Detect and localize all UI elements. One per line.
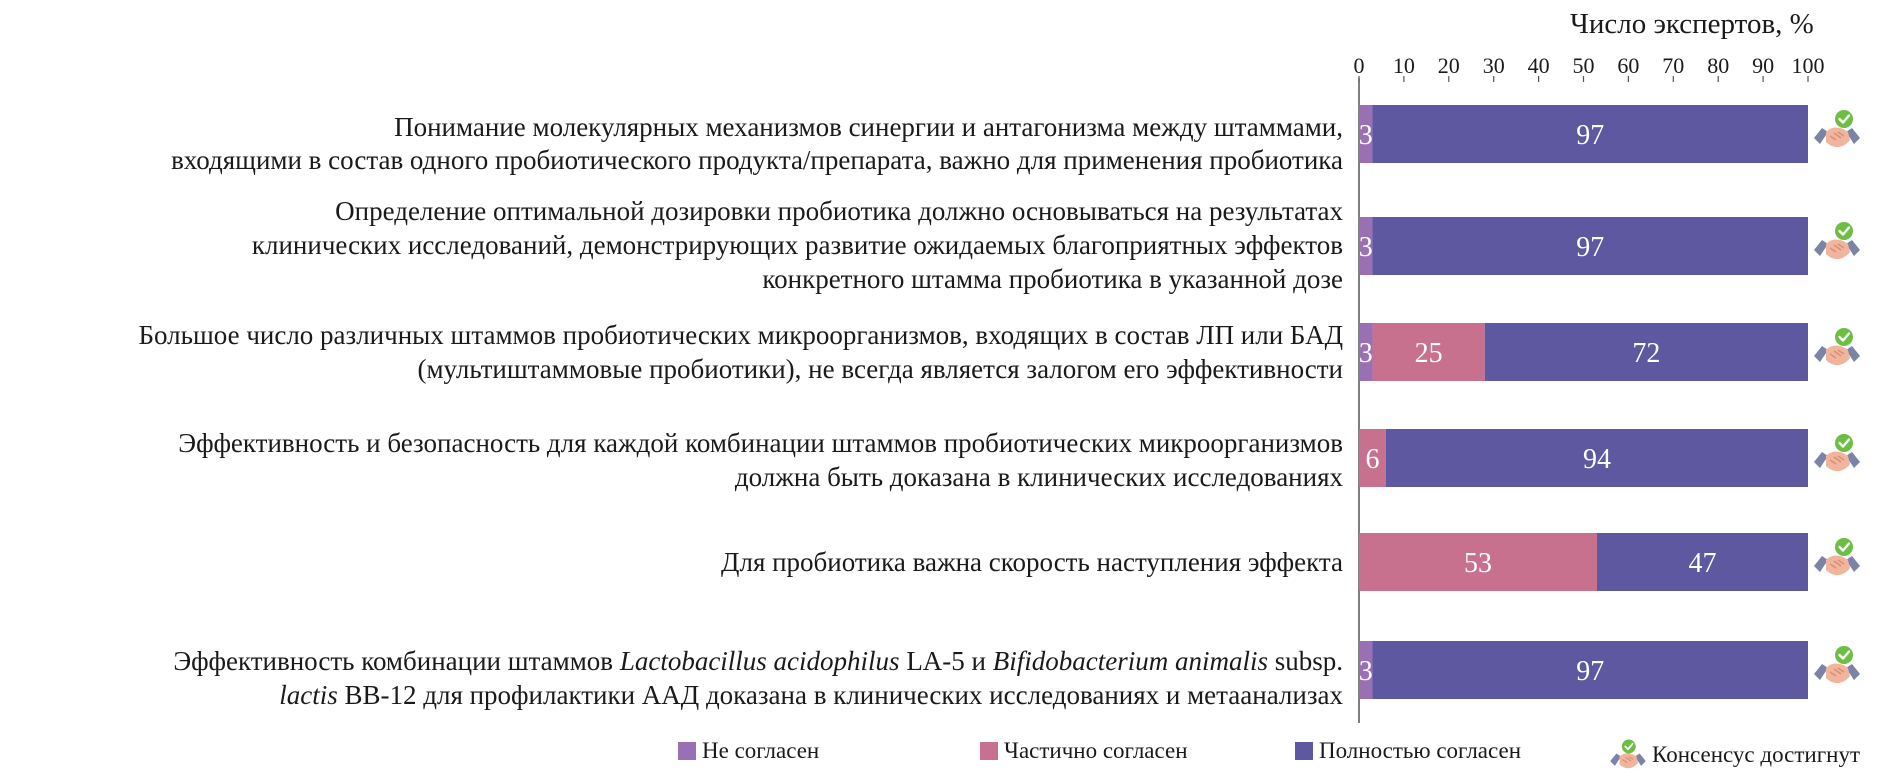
category-label-text: Эффективность и безопасность для каждой комбинации штаммов пробиотических микроорганизмов xyxy=(178,428,1343,458)
category-label-text: Для пробиотика важна скорость наступления эффекта xyxy=(721,547,1343,577)
category-label-text: LA-5 и xyxy=(899,646,993,676)
x-tick-label: 50 xyxy=(1572,53,1595,78)
bar-value-label: 47 xyxy=(1688,548,1717,579)
bar-value-label: 6 xyxy=(1365,444,1380,475)
legend-item-fully-agree xyxy=(1295,738,1521,764)
bar-value-label: 3 xyxy=(1358,120,1373,151)
legend-label-partly-agree: Частично согласен xyxy=(1004,738,1188,763)
legend-swatch-fully-agree xyxy=(1295,742,1313,760)
category-label-text: Определение оптимальной дозировки пробиотика должно основываться на результатах xyxy=(335,196,1343,226)
category-label-line xyxy=(735,460,1343,494)
category-label-line xyxy=(762,262,1343,296)
x-tick-label: 10 xyxy=(1392,53,1415,78)
category-label-line xyxy=(171,143,1343,177)
axis-title: Число экспертов, % xyxy=(1570,8,1814,40)
legend-label-consensus: Консенсус достигнут xyxy=(1652,742,1861,767)
category-label-italic: lactis xyxy=(279,680,338,710)
legend-handshake-check-icon xyxy=(1608,738,1648,772)
x-tick-label: 40 xyxy=(1527,53,1550,78)
category-label-text: (мультиштаммовые пробиотики), не всегда является залогом его эффективности xyxy=(417,354,1343,384)
handshake-check-icon xyxy=(1814,538,1860,575)
category-label-text: должна быть доказана в клинических исследованиях xyxy=(734,462,1343,492)
bar-value-label: 94 xyxy=(1582,444,1611,475)
category-label-text: Большое число различных штаммов пробиотических микроорганизмов, входящих в состав ЛП или БАД xyxy=(138,320,1343,350)
bars-group xyxy=(1359,105,1808,699)
category-label-italic: Lactobacillus acidophilus xyxy=(619,646,900,676)
category-label-line xyxy=(173,644,1343,678)
bar-value-label: 25 xyxy=(1414,338,1443,369)
legend-label-fully-agree: Полностью согласен xyxy=(1319,738,1522,763)
category-label-line xyxy=(394,110,1343,144)
legend-item-consensus xyxy=(1608,738,1860,772)
category-label-text: входящими в состав одного пробиотического продукта/препарата, важно для применения пробиотика xyxy=(171,145,1343,175)
consensus-icons xyxy=(1814,110,1860,683)
handshake-check-icon xyxy=(1814,328,1860,365)
x-tick-label: 60 xyxy=(1617,53,1640,78)
bar-value-label: 3 xyxy=(1358,232,1373,263)
x-tick-label: 90 xyxy=(1752,53,1775,78)
legend-swatch-disagree xyxy=(678,742,696,760)
category-label-text: Понимание молекулярных механизмов синергии и антагонизма между штаммами, xyxy=(394,112,1343,142)
category-label-line xyxy=(139,318,1343,352)
x-tick-label: 70 xyxy=(1662,53,1685,78)
handshake-check-icon xyxy=(1814,222,1860,259)
bar-value-label: 97 xyxy=(1576,120,1605,151)
x-tick-label: 100 xyxy=(1791,53,1825,78)
x-tick-label: 0 xyxy=(1353,53,1365,78)
handshake-check-icon xyxy=(1814,646,1860,683)
category-label-line xyxy=(279,678,1343,712)
handshake-check-icon xyxy=(1814,434,1860,471)
legend-item-disagree xyxy=(678,738,819,764)
bar-value-label: 3 xyxy=(1358,338,1373,369)
bar-value-label: 3 xyxy=(1358,656,1373,687)
legend-swatch-partly-agree xyxy=(980,742,998,760)
bar-value-label: 53 xyxy=(1463,548,1492,579)
category-label-italic: Bifidobacterium animalis xyxy=(992,646,1268,676)
category-label-text: subsp. xyxy=(1267,646,1343,676)
legend-label-disagree: Не согласен xyxy=(702,738,820,763)
handshake-check-icon xyxy=(1814,110,1860,147)
category-label-line xyxy=(417,352,1343,386)
legend-item-partly-agree xyxy=(980,738,1188,764)
category-label-line xyxy=(252,228,1343,262)
bar-value-label: 97 xyxy=(1576,656,1605,687)
x-tick-label: 20 xyxy=(1437,53,1460,78)
bar-value-label: 72 xyxy=(1632,338,1661,369)
category-label-line xyxy=(721,545,1343,579)
category-label-text: BB-12 для профилактики ААД доказана в клинических исследованиях и метаанализах xyxy=(337,680,1343,710)
category-label-text: клинических исследований, демонстрирующих развитие ожидаемых благоприятных эффектов xyxy=(251,230,1343,260)
category-label-line xyxy=(178,426,1343,460)
x-tick-label: 80 xyxy=(1707,53,1730,78)
category-label-line xyxy=(335,194,1343,228)
category-label-text: Эффективность комбинации штаммов xyxy=(173,646,620,676)
category-label-text: конкретного штамма пробиотика в указанной дозе xyxy=(762,264,1343,294)
bar-value-label: 97 xyxy=(1576,232,1605,263)
x-tick-label: 30 xyxy=(1482,53,1505,78)
